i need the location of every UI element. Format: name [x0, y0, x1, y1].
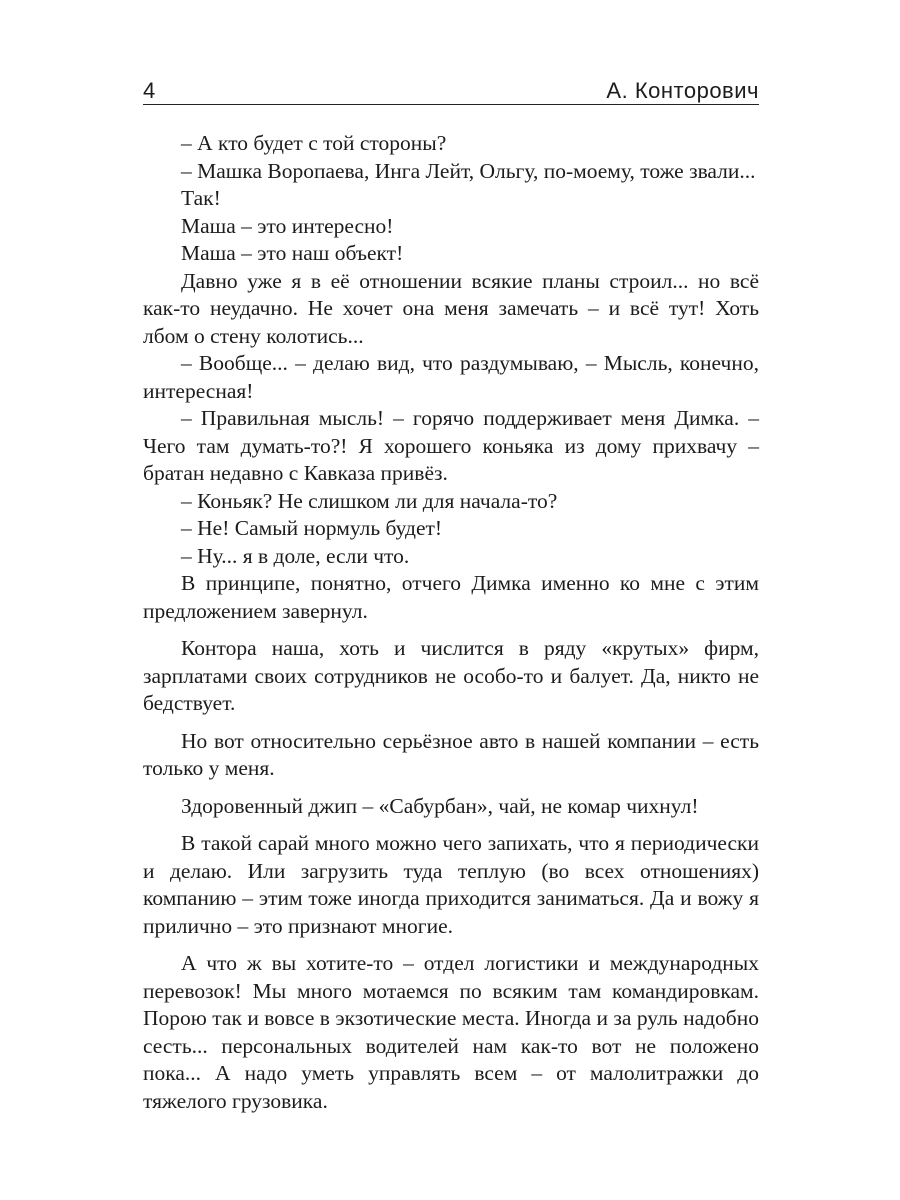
paragraph: – А кто будет с той стороны?	[181, 131, 447, 155]
paragraph: Маша – это интересно!	[181, 213, 394, 238]
paragraph: Так!	[181, 186, 221, 210]
author-name: А. Конторович	[606, 78, 759, 103]
paragraph: – Ну... я в доле, если что.	[181, 543, 410, 568]
running-head	[143, 76, 759, 106]
page-number: 4	[143, 78, 156, 103]
paragraph: – Правильная мысль! – горячо поддерживает меня Димка. – Чего там думать-то?! Я хорошего коньяка из дому прихвачу – братан недавно с Кавказа привёз.	[143, 406, 759, 485]
paragraph: Здоровенный джип – «Сабурбан», чай, не комар чихнул!	[181, 793, 699, 818]
paragraph: В принципе, понятно, отчего Димка именно ко мне с этим предложением завернул.	[143, 571, 759, 623]
paragraph: А что ж вы хотите-то – отдел логистики и международных перевозок! Мы много мотаемся по всяким там командировкам. Порою так и вовсе в экзотические места. Иногда и за руль надобно сесть... персональных водителей нам как-то вот не положено пока... А надо уметь управлять всем – от малолитражки до тяжелого грузовика.	[143, 951, 759, 1113]
paragraph: – Не! Самый нормуль будет!	[181, 516, 443, 540]
paragraph: Маша – это наш объект!	[181, 241, 404, 265]
paragraph: Контора наша, хоть и числится в ряду «крутых» фирм, зарплатами своих сотрудников не особо-то и балует. Да, никто не бедствует.	[143, 636, 759, 715]
paragraph: – Вообще... – делаю вид, что раздумываю, – Мысль, конечно, интересная!	[143, 351, 759, 403]
paragraph: Давно уже я в её отношении всякие планы строил... но всё как-то неудачно. Не хочет она меня замечать – и всё тут! Хоть лбом о стену колотись...	[143, 268, 759, 348]
paragraph: В такой сарай много можно чего запихать, что я периодически и делаю. Или загрузить туда теплую (во всех отношениях) компанию – этим тоже иногда приходится заниматься. Да и вожу я прилично – это признают многие.	[143, 831, 759, 938]
paragraph: – Машка Воропаева, Инга Лейт, Ольгу, по-моему, тоже звали...	[181, 158, 756, 183]
paragraph: Но вот относительно серьёзное авто в нашей компании – есть только у меня.	[143, 728, 759, 780]
paragraph: – Коньяк? Не слишком ли для начала-то?	[181, 488, 558, 513]
header-divider	[143, 104, 759, 105]
body-text	[143, 130, 759, 1115]
